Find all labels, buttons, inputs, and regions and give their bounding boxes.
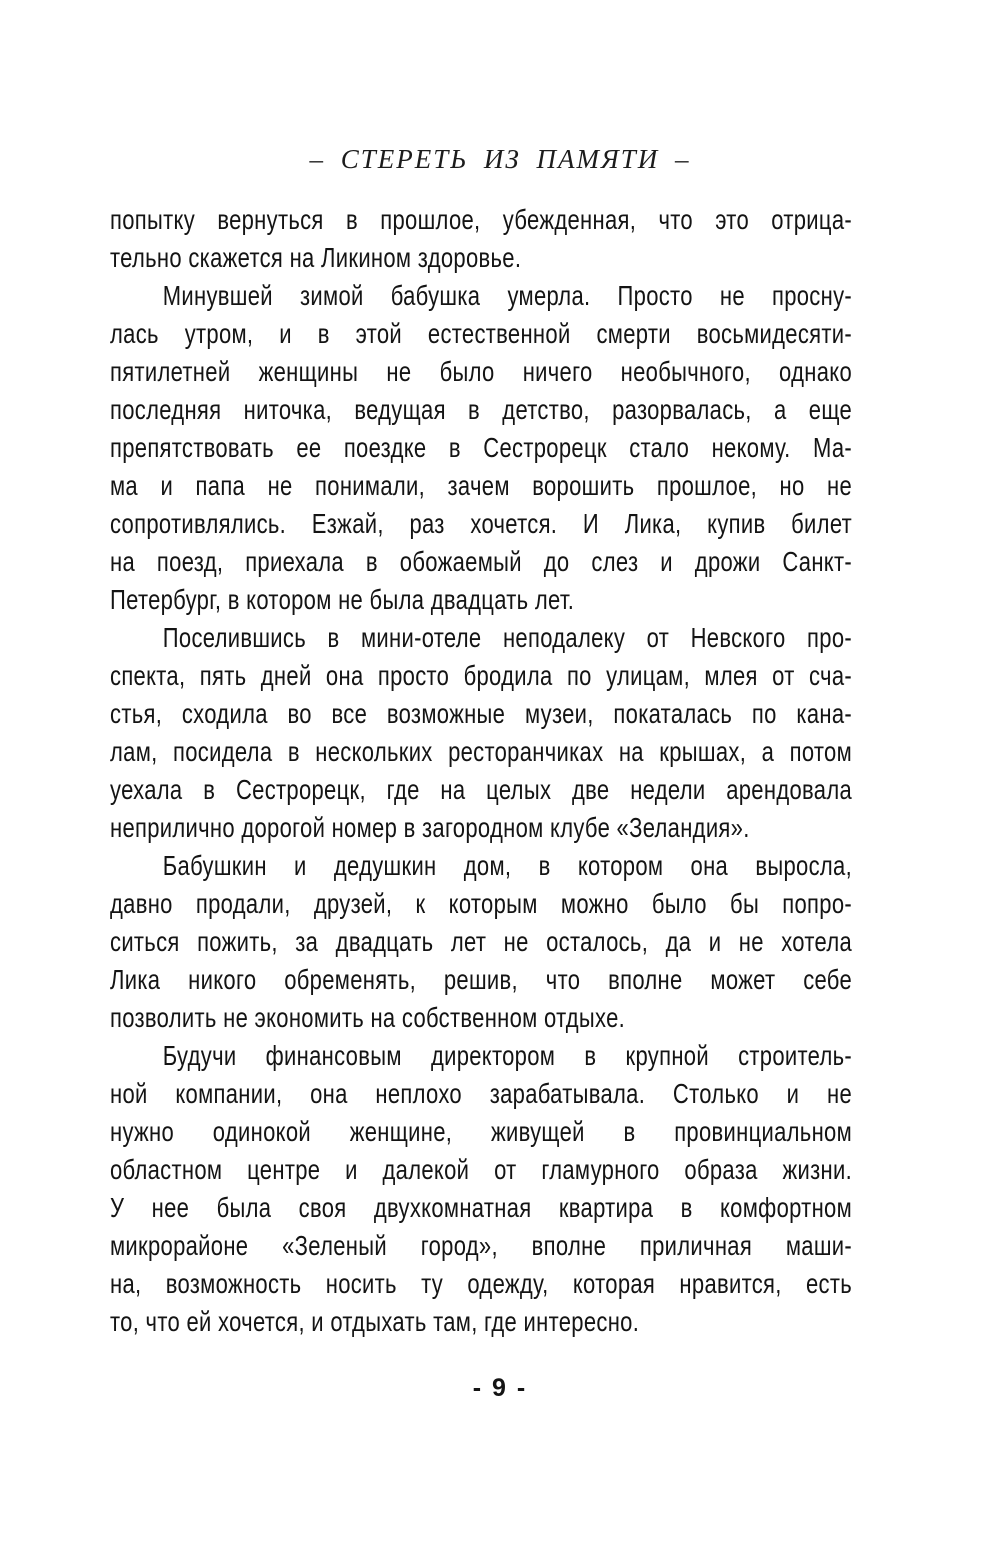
- text-line: на, возможность носить ту одежду, которая нравится, есть: [110, 1268, 853, 1299]
- text-line: сопротивлялись. Езжай, раз хочется. И Лика, купив билет: [110, 508, 853, 539]
- text-line: областном центре и далекой от гламурного образа жизни.: [110, 1154, 853, 1185]
- text-line: тельно скажется на Ликином здоровье.: [110, 242, 522, 273]
- text-line: на поезд, приехала в обожаемый до слез и дрожи Санкт-: [110, 546, 853, 577]
- body-text-block: [110, 201, 852, 1351]
- text-line: уехала в Сестрорецк, где на целых две недели арендовала: [110, 774, 853, 805]
- text-line: препятствовать ее поездке в Сестрорецк стало некому. Ма-: [110, 432, 853, 463]
- page-number: - 9 -: [472, 1374, 528, 1402]
- text-line: последняя ниточка, ведущая в детство, разорвалась, а еще: [110, 394, 853, 425]
- running-head-title: – СТЕРЕТЬ ИЗ ПАМЯТИ –: [309, 144, 691, 174]
- text-line: позволить не экономить на собственном отдыхе.: [110, 1002, 626, 1033]
- text-line: У нее была своя двухкомнатная квартира в комфортном: [110, 1192, 853, 1223]
- text-line: Поселившись в мини-отеле неподалеку от Невского про-: [162, 622, 853, 653]
- text-line: пятилетней женщины не было ничего необычного, однако: [110, 356, 853, 387]
- body-text: [110, 201, 852, 1341]
- text-line: ной компании, она неплохо зарабатывала. Столько и не: [110, 1078, 853, 1109]
- text-line: Будучи финансовым директором в крупной строитель-: [162, 1040, 853, 1071]
- text-line: Бабушкин и дедушкин дом, в котором она выросла,: [162, 850, 853, 881]
- text-line: лась утром, и в этой естественной смерти восьмидесяти-: [110, 318, 853, 349]
- text-line: давно продали, друзей, к которым можно было бы попро-: [110, 888, 853, 919]
- text-line: Петербург, в котором не была двадцать лет.: [110, 584, 575, 615]
- text-line: то, что ей хочется, и отдыхать там, где интересно.: [110, 1306, 640, 1337]
- text-line: стья, сходила во все возможные музеи, покаталась по кана-: [110, 698, 853, 729]
- text-line: ма и папа не понимали, зачем ворошить прошлое, но не: [110, 470, 853, 501]
- text-line: ситься пожить, за двадцать лет не осталось, да и не хотела: [110, 926, 853, 957]
- text-line: попытку вернуться в прошлое, убежденная, что это отрица-: [110, 204, 853, 235]
- text-line: Лика никого обременять, решив, что вполне может себе: [110, 964, 853, 995]
- text-line: микрорайоне «Зеленый город», вполне приличная маши-: [110, 1230, 853, 1261]
- text-line: Минувшей зимой бабушка умерла. Просто не просну-: [162, 280, 853, 311]
- text-line: лам, посидела в нескольких ресторанчиках на крышах, а потом: [110, 736, 853, 767]
- text-line: неприлично дорогой номер в загородном клубе «Зеландия».: [110, 812, 750, 843]
- text-line: нужно одинокой женщине, живущей в провинциальном: [110, 1116, 853, 1147]
- text-line: спекта, пять дней она просто бродила по улицам, млея от сча-: [110, 660, 853, 691]
